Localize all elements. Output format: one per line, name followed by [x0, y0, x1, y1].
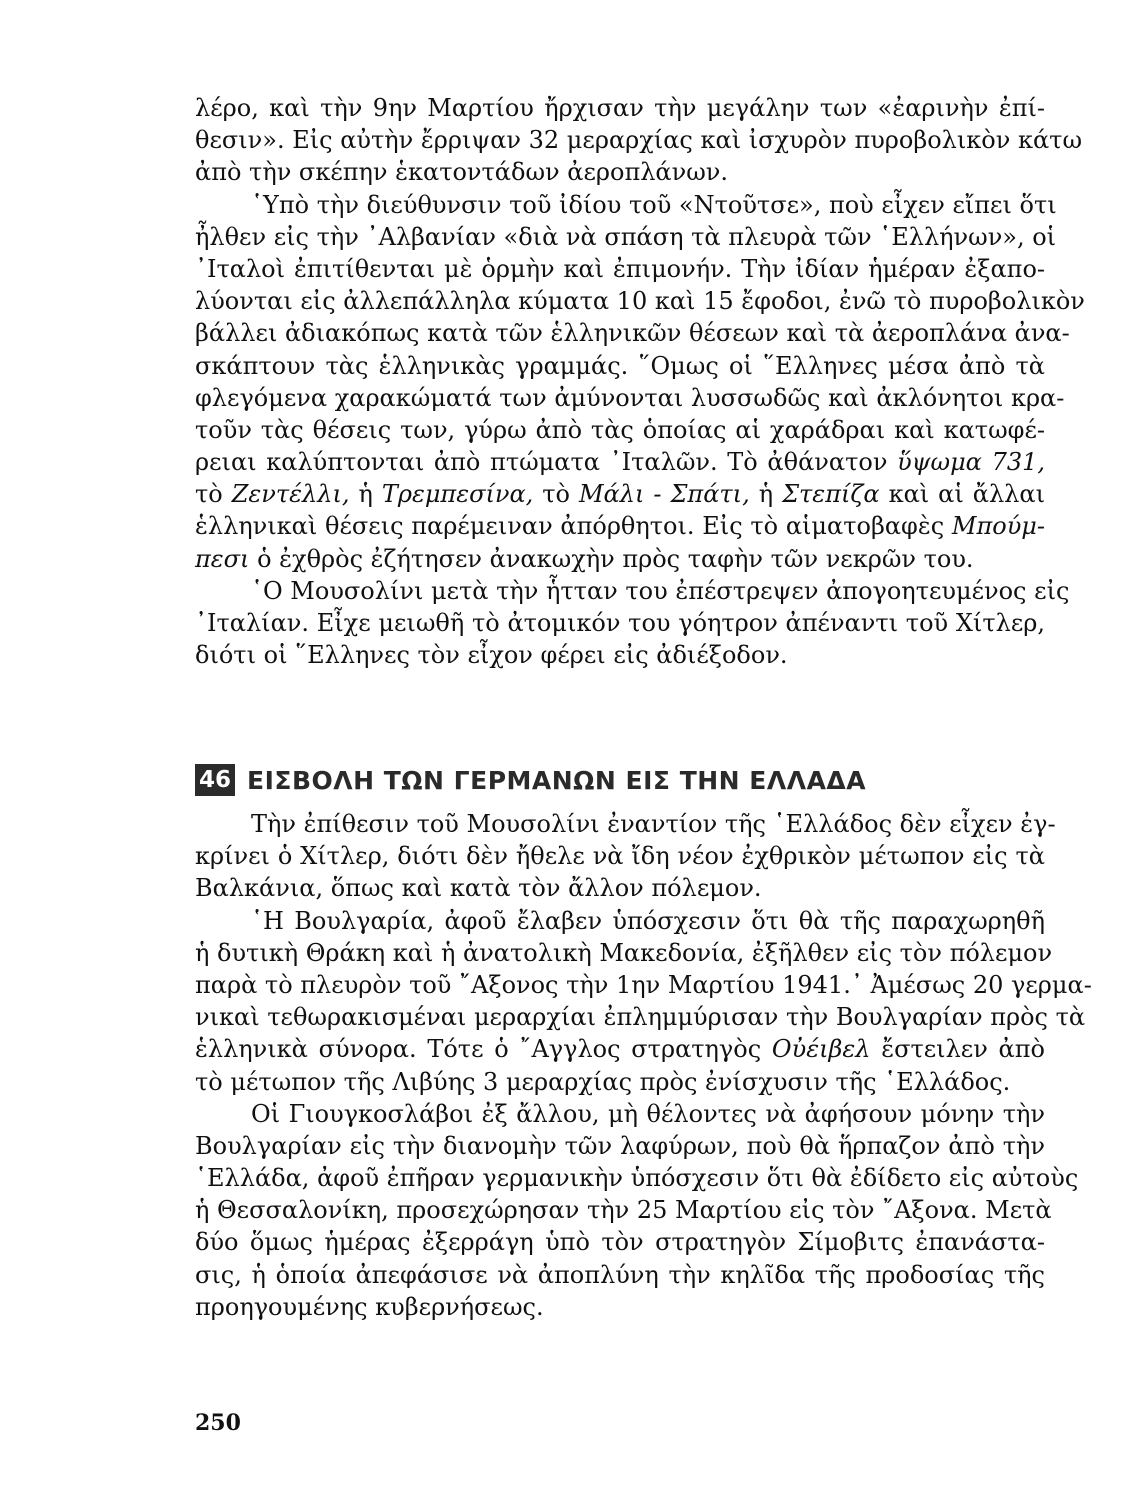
- paragraph-5: [195, 905, 1092, 1098]
- text-line: τοῦν τὰς θέσεις των, γύρω ἀπὸ τὰς ὁποίας αἱ χαράδραι καὶ κατωφέ-: [195, 415, 1045, 444]
- text-run: τὸ: [195, 480, 232, 509]
- text-run: ἔστειλεν ἀπὸ: [870, 1035, 1045, 1064]
- text-run: ὁ ἐχθρὸς ἐζήτησεν ἀνακωχὴν πρὸς ταφὴν τῶν νεκρῶν του.: [249, 544, 974, 573]
- text-line: ῾Η Βουλγαρία, ἀφοῦ ἔλαβεν ὑπόσχεσιν ὅτι θὰ τῆς παραχωρηθῆ: [251, 906, 1045, 935]
- text-run: ἑλληνικαὶ θέσεις παρέμειναν ἀπόρθητοι. Εἰς τὸ αἱματοβαφὲς: [195, 512, 952, 541]
- text-line: Βαλκάνια, ὅπως καὶ κατὰ τὸν ἄλλον πόλεμον.: [195, 874, 762, 903]
- italic-place-name: Τρεμπεσίνα,: [381, 480, 534, 509]
- text-run: ἑλληνικὰ σύνορα. Τότε ὁ ῎Αγγλος στρατηγὸς: [195, 1035, 772, 1064]
- section-number-badge: 46: [195, 764, 235, 796]
- text-line: νικαὶ τεθωρακισμέναι μεραρχίαι ἐπλημμύρισαν τὴν Βουλγαρίαν πρὸς τὰ: [195, 1003, 1086, 1032]
- text-line: ῾Ελλάδα, ἀφοῦ ἐπῆραν γερμανικὴν ὑπόσχεσιν ὅτι θὰ ἐδίδετο εἰς αὐτοὺς: [195, 1164, 1079, 1193]
- text-line: δύο ὅμως ἡμέρας ἐξερράγη ὑπὸ τὸν στρατηγὸν Σίμοβιτς ἐπανάστα-: [195, 1228, 1045, 1257]
- text-line: ᾿Ιταλοὶ ἐπιτίθενται μὲ ὁρμὴν καὶ ἐπιμονήν. Τὴν ἰδίαν ἡμέραν ἐξαπο-: [195, 254, 1045, 283]
- text-run: ἡ: [749, 480, 783, 509]
- text-line: κρίνει ὁ Χίτλερ, διότι δὲν ἤθελε νὰ ἴδη νέον ἐχθρικὸν μέτωπον εἰς τὰ: [195, 842, 1045, 871]
- text-line: θεσιν». Εἰς αὐτὴν ἔρριψαν 32 μεραρχίας καὶ ἰσχυρὸν πυροβολικὸν κάτω: [195, 126, 1083, 155]
- text-line: Βουλγαρίαν εἰς τὴν διανομὴν τῶν λαφύρων, ποὺ θὰ ἥρπαζον ἀπὸ τὴν: [195, 1131, 1045, 1160]
- text-line: φλεγόμενα χαρακώματά των ἀμύνονται λυσσωδῶς καὶ ἀκλόνητοι κρα-: [195, 383, 1065, 412]
- text-line: ἦλθεν εἰς τὴν ᾿Αλβανίαν «διὰ νὰ σπάση τὰ πλευρὰ τῶν ῾Ελλήνων», οἱ: [195, 222, 1057, 251]
- text-line: παρὰ τὸ πλευρὸν τοῦ ῎Αξονος τὴν 1ην Μαρτίου 1941.᾿ Ἀμέσως 20 γερμα-: [195, 970, 1092, 999]
- text-line: [195, 478, 1045, 510]
- text-line: ἀπὸ τὴν σκέπην ἑκατοντάδων ἀεροπλάνων.: [195, 158, 729, 187]
- text-line: διότι οἱ ῞Ελληνες τὸν εἶχον φέρει εἰς ἀδιέξοδον.: [195, 641, 788, 670]
- text-run: ρειαι καλύπτονται ἀπὸ πτώματα ᾿Ιταλῶν. Τὸ ἀθάνατον: [195, 448, 898, 477]
- text-run: ἡ: [349, 480, 382, 509]
- text-line: [195, 543, 1045, 575]
- section-title: ΕΙΣΒΟΛΗ ΤΩΝ ΓΕΡΜΑΝΩΝ ΕΙΣ ΤΗΝ ΕΛΛΑΔΑ: [247, 765, 867, 795]
- text-line: λύονται εἰς ἀλλεπάλληλα κύματα 10 καὶ 15 ἔφοδοι, ἐνῶ τὸ πυροβολικὸν: [195, 287, 1085, 316]
- text-line: τὸ μέτωπον τῆς Λιβύης 3 μεραρχίας πρὸς ἐνίσχυσιν τῆς ῾Ελλάδος.: [195, 1067, 1011, 1096]
- italic-place-name: Μπούμ-: [951, 512, 1045, 541]
- text-line: Οἱ Γιουγκοσλάβοι ἐξ ἄλλου, μὴ θέλοντες νὰ ἀφήσουν μόνην τὴν: [251, 1099, 1045, 1128]
- text-line: ἡ Θεσσαλονίκη, προσεχώρησαν τὴν 25 Μαρτίου εἰς τὸν ῎Αξονα. Μετὰ: [195, 1196, 1052, 1225]
- paragraph-4: [195, 808, 1056, 905]
- paragraph-1: [195, 92, 1083, 189]
- paragraph-3: [195, 575, 1070, 672]
- text-line: [195, 510, 1045, 542]
- italic-place-name: Ζεντέλλι,: [231, 480, 350, 509]
- text-line: λέρο, καὶ τὴν 9ην Μαρτίου ἤρχισαν τὴν μεγάλην των «ἐαρινὴν ἐπί-: [195, 94, 1045, 122]
- text-line: Τὴν ἐπίθεσιν τοῦ Μουσολίνι ἐναντίον τῆς ῾Ελλάδος δὲν εἶχεν ἐγ-: [251, 810, 1056, 838]
- text-line: σκάπτουν τὰς ἑλληνικὰς γραμμάς. ῞Ομως οἱ ῞Ελληνες μέσα ἀπὸ τὰ: [195, 351, 1045, 380]
- top-text-block: [195, 92, 1085, 671]
- text-line: [195, 446, 1045, 478]
- section-text-block: [195, 808, 1092, 1323]
- italic-place-name: Στεπίζα: [782, 480, 880, 509]
- text-line: ᾿Ιταλίαν. Εἶχε μειωθῆ τὸ ἀτομικόν του γόητρον ἀπέναντι τοῦ Χίτλερ,: [195, 609, 1045, 637]
- text-line: βάλλει ἀδιακόπως κατὰ τῶν ἑλληνικῶν θέσεων καὶ τὰ ἀεροπλάνα ἀνα-: [195, 319, 1070, 348]
- text-line: ῾Ο Μουσολίνι μετὰ τὴν ἧτταν του ἐπέστρεψεν ἀπογοητευμένος εἰς: [251, 576, 1070, 605]
- text-line: ῾Υπὸ τὴν διεύθυνσιν τοῦ ἰδίου τοῦ «Ντοῦτσε», ποὺ εἶχεν εἴπει ὅτι: [251, 190, 1057, 219]
- paragraph-2: [195, 189, 1085, 575]
- text-run: τὸ: [533, 480, 579, 509]
- text-line: [195, 1033, 1045, 1065]
- italic-place-name: ὕψωμα 731,: [897, 448, 1045, 477]
- text-line: προηγουμένης κυβερνήσεως.: [195, 1292, 544, 1321]
- italic-place-name: πεσι: [195, 544, 250, 573]
- text-run: καὶ αἱ ἄλλαι: [879, 480, 1046, 509]
- paragraph-6: [195, 1098, 1079, 1323]
- page-number: 250: [195, 1410, 241, 1436]
- italic-place-name: Μάλι - Σπάτι,: [578, 480, 750, 509]
- text-line: σις, ἡ ὁποία ἀπεφάσισε νὰ ἀποπλύνη τὴν κηλῖδα τῆς προδοσίας τῆς: [195, 1260, 1045, 1289]
- text-line: ἡ δυτικὴ Θράκη καὶ ἡ ἀνατολικὴ Μακεδονία, ἐξῆλθεν εἰς τὸν πόλεμον: [195, 938, 1053, 967]
- italic-person-name: Οὐέιβελ: [771, 1035, 871, 1064]
- section-heading: [195, 760, 1045, 800]
